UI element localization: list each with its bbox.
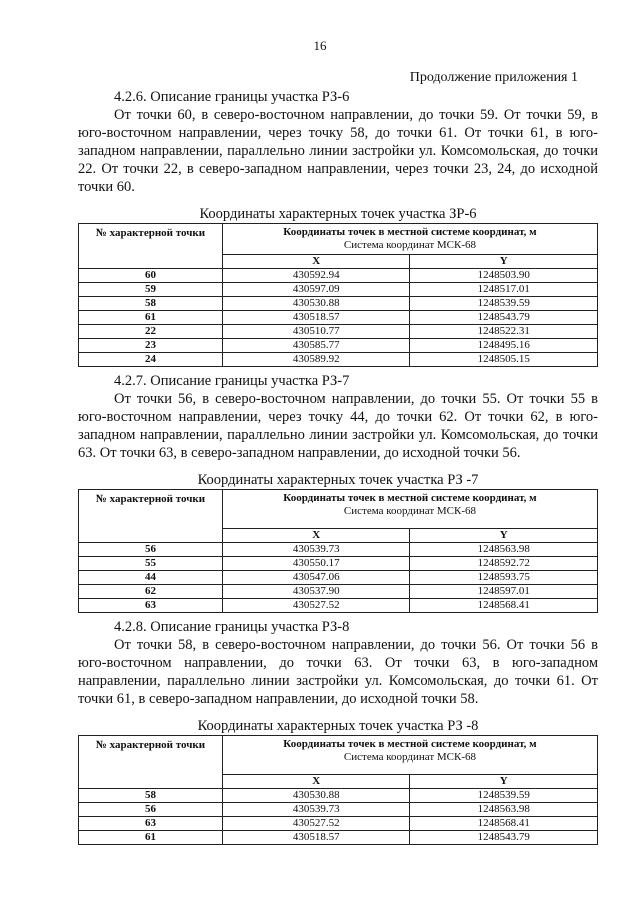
point-number: 22 <box>79 325 223 339</box>
point-number: 55 <box>79 557 223 571</box>
header-coordinate-system: Система координат МСК-68 <box>343 239 477 251</box>
table-caption: Координаты характерных точек участка РЗ -7 <box>197 472 479 488</box>
coord-y: 1248597.01 <box>410 585 598 599</box>
page-number: 16 <box>313 38 327 53</box>
coord-y: 1248568.41 <box>410 599 598 613</box>
table-row <box>79 543 598 557</box>
point-number: 60 <box>79 269 223 283</box>
header-y: Y <box>410 529 598 543</box>
table-row <box>79 269 598 283</box>
header-point-number: № характерной точки <box>79 224 223 269</box>
table-row <box>79 353 598 367</box>
coord-y: 1248503.90 <box>410 269 598 283</box>
header-y: Y <box>410 255 598 269</box>
coord-y: 1248563.98 <box>410 543 598 557</box>
point-number: 63 <box>79 817 223 831</box>
document-body <box>78 88 598 845</box>
coord-y: 1248543.79 <box>410 831 598 845</box>
point-number: 56 <box>79 803 223 817</box>
header-coordinates <box>222 224 597 255</box>
point-number: 44 <box>79 571 223 585</box>
coord-x: 430530.88 <box>222 297 410 311</box>
coord-x: 430527.52 <box>222 599 410 613</box>
section-heading: 4.2.7. Описание границы участка РЗ-7 <box>114 373 350 389</box>
table-row <box>79 571 598 585</box>
coord-x: 430589.92 <box>222 353 410 367</box>
header-coordinates-title: Координаты точек в местной системе координат, м <box>283 226 537 238</box>
coord-x: 430547.06 <box>222 571 410 585</box>
coord-x: 430527.52 <box>222 817 410 831</box>
coord-y: 1248563.98 <box>410 803 598 817</box>
point-number: 62 <box>79 585 223 599</box>
header-coordinates-title: Координаты точек в местной системе координат, м <box>283 492 537 504</box>
coord-y: 1248539.59 <box>410 297 598 311</box>
table-row <box>79 599 598 613</box>
header-x: X <box>222 255 410 269</box>
section-description: От точки 60, в северо-восточном направлении, до точки 59. От точки 59, в юго-восточном направлении, через точку 58, до точки 61. От точки 61, в юго-западном направлении, параллельно линии застройки ул. Комсомольская, до точки 22. От точки 22, в северо-западном направлении, через точки 23, 24, до исходной точки 60. <box>78 107 598 195</box>
table-row <box>79 297 598 311</box>
header-coordinates <box>222 736 597 775</box>
table-row <box>79 585 598 599</box>
header-y: Y <box>410 775 598 789</box>
table-row <box>79 283 598 297</box>
coord-y: 1248522.31 <box>410 325 598 339</box>
coord-x: 430597.09 <box>222 283 410 297</box>
coord-x: 430539.73 <box>222 543 410 557</box>
coordinates-table <box>78 489 598 613</box>
coord-y: 1248592.72 <box>410 557 598 571</box>
point-number: 58 <box>79 789 223 803</box>
header-coordinate-system: Система координат МСК-68 <box>343 751 477 763</box>
header-point-number: № характерной точки <box>79 490 223 543</box>
table-row <box>79 339 598 353</box>
table-row <box>79 831 598 845</box>
coordinates-table <box>78 223 598 367</box>
coord-x: 430585.77 <box>222 339 410 353</box>
coord-y: 1248568.41 <box>410 817 598 831</box>
point-number: 24 <box>79 353 223 367</box>
header-coordinate-system: Система координат МСК-68 <box>343 505 477 517</box>
appendix-continuation: Продолжение приложения 1 <box>409 70 578 85</box>
table-row <box>79 311 598 325</box>
coordinates-table <box>78 735 598 845</box>
point-number: 63 <box>79 599 223 613</box>
table-row <box>79 557 598 571</box>
section-description: От точки 56, в северо-восточном направлении, до точки 55. От точки 55 в юго-восточном направлении, через точку 44, до точки 62. От точки 62, в юго-западном направлении, параллельно линии застройки ул. Комсомольская, до точки 63. От точки 63, в северо-западном направлении, до исходной точки 56. <box>78 391 598 461</box>
header-x: X <box>222 529 410 543</box>
coord-y: 1248543.79 <box>410 311 598 325</box>
point-number: 56 <box>79 543 223 557</box>
section-description: От точки 58, в северо-восточном направлении, до точки 56. От точки 56 в юго-восточном направлении, до точки 63. От точки 63, в юго-западном направлении, параллельно линии застройки ул. Комсомольская, до точки 61. От точки 61, в северо-западном направлении, до исходной точки 58. <box>78 637 598 707</box>
coord-x: 430550.17 <box>222 557 410 571</box>
coord-x: 430539.73 <box>222 803 410 817</box>
coord-y: 1248505.15 <box>410 353 598 367</box>
table-row <box>79 789 598 803</box>
coord-x: 430537.90 <box>222 585 410 599</box>
point-number: 59 <box>79 283 223 297</box>
coord-x: 430518.57 <box>222 831 410 845</box>
header-x: X <box>222 775 410 789</box>
header-coordinates-title: Координаты точек в местной системе координат, м <box>283 738 537 750</box>
point-number: 23 <box>79 339 223 353</box>
table-row <box>79 803 598 817</box>
point-number: 58 <box>79 297 223 311</box>
point-number: 61 <box>79 831 223 845</box>
table-row <box>79 325 598 339</box>
coord-x: 430530.88 <box>222 789 410 803</box>
coord-x: 430510.77 <box>222 325 410 339</box>
header-coordinates <box>222 490 597 529</box>
coord-x: 430592.94 <box>222 269 410 283</box>
header-point-number: № характерной точки <box>79 736 223 789</box>
section-heading: 4.2.6. Описание границы участка РЗ-6 <box>114 89 350 105</box>
coord-y: 1248517.01 <box>410 283 598 297</box>
coord-y: 1248539.59 <box>410 789 598 803</box>
coord-x: 430518.57 <box>222 311 410 325</box>
section-heading: 4.2.8. Описание границы участка РЗ-8 <box>114 619 350 635</box>
table-row <box>79 817 598 831</box>
coord-y: 1248495.16 <box>410 339 598 353</box>
coord-y: 1248593.75 <box>410 571 598 585</box>
table-caption: Координаты характерных точек участка РЗ -8 <box>197 718 479 734</box>
table-caption: Координаты характерных точек участка ЗР-6 <box>199 206 477 222</box>
point-number: 61 <box>79 311 223 325</box>
